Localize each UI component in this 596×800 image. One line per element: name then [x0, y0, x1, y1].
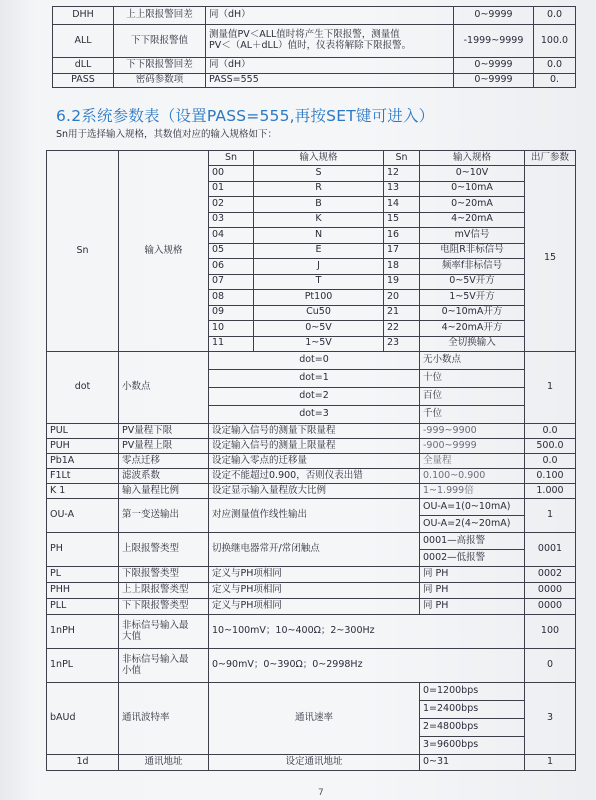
sn-code: 20 — [384, 290, 420, 306]
table-row — [47, 484, 576, 499]
sn-code: 23 — [384, 336, 420, 352]
param-desc: 切换继电器常开/常闭触点 — [209, 533, 420, 567]
name-line: 大值 — [122, 630, 142, 642]
baud-option: 3=9600bps — [420, 737, 525, 755]
sn-code: 07 — [209, 274, 254, 290]
sn-code: 08 — [209, 290, 254, 306]
baud-option: 1=2400bps — [420, 701, 525, 719]
sn-spec: S — [254, 166, 384, 182]
param-name: 上限报警类型 — [119, 533, 209, 567]
table-row — [47, 151, 576, 166]
table-row — [47, 499, 576, 516]
param-default: 1 — [525, 352, 576, 424]
table-row — [47, 533, 576, 550]
sn-code: 17 — [384, 243, 420, 259]
sn-code: 21 — [384, 305, 420, 321]
param-default: 0000 — [525, 599, 576, 615]
param-code: 1nPL — [47, 649, 119, 683]
sn-code: 22 — [384, 321, 420, 337]
dot-option: dot=2 — [209, 388, 420, 406]
sn-code: 03 — [209, 212, 254, 228]
table-row — [47, 424, 576, 439]
sn-spec: R — [254, 181, 384, 197]
param-code: PLL — [47, 599, 119, 615]
param-desc: 0~90mV；0~390Ω；0~2998Hz — [209, 649, 525, 683]
table-row — [47, 755, 576, 771]
param-default: 15 — [525, 166, 576, 352]
name-line: 小值 — [122, 664, 142, 676]
sn-spec: 4~20mA开方 — [420, 321, 525, 337]
table-row — [53, 7, 576, 25]
sn-code: 01 — [209, 181, 254, 197]
table-row — [53, 25, 576, 58]
param-range: 同 PH — [420, 583, 525, 599]
sn-code: 10 — [209, 321, 254, 337]
sn-code: 02 — [209, 197, 254, 213]
sn-spec: Pt100 — [254, 290, 384, 306]
param-default: 0000 — [525, 583, 576, 599]
table-row — [47, 567, 576, 583]
param-default: 0.0 — [534, 7, 576, 25]
sn-spec: N — [254, 228, 384, 244]
sn-spec: 频率f非标信号 — [420, 259, 525, 275]
section-intro: Sn用于选择输入规格，其数值对应的输入规格如下： — [56, 129, 278, 140]
param-desc: 定义与PH项相同 — [209, 583, 420, 599]
param-desc — [206, 25, 454, 58]
param-name: 通讯波特率 — [119, 683, 209, 755]
param-code: PH — [47, 533, 119, 567]
param-code: PUH — [47, 439, 119, 454]
oua-option: OU-A=2(4~20mA) — [420, 516, 525, 533]
param-code: Pb1A — [47, 454, 119, 469]
param-name: 上上限报警类型 — [119, 583, 209, 599]
ph-option: 0001—高报警 — [420, 533, 525, 550]
param-name: 下限报警类型 — [119, 567, 209, 583]
sn-spec: 0~10mA — [420, 181, 525, 197]
table-row — [47, 599, 576, 615]
param-code: PASS — [53, 74, 114, 88]
param-code: DHH — [53, 7, 114, 25]
table-row — [47, 469, 576, 484]
param-name: 密码参数项 — [114, 74, 206, 88]
sn-spec: 1~5V开方 — [420, 290, 525, 306]
param-range: 0.100~0.900 — [420, 469, 525, 484]
param-range: 同 PH — [420, 599, 525, 615]
sn-header: Sn — [209, 151, 254, 166]
param-default: 0.100 — [525, 469, 576, 484]
dot-meaning: 百位 — [420, 388, 525, 406]
oua-option: OU-A=1(0~10mA) — [420, 499, 525, 516]
param-name: 输入规格 — [119, 151, 209, 352]
param-default: 500.0 — [525, 439, 576, 454]
sn-spec: 0~5V — [254, 321, 384, 337]
param-range: -999~9900 — [420, 424, 525, 439]
sn-code: 06 — [209, 259, 254, 275]
param-name: 第一变送输出 — [119, 499, 209, 533]
system-params-table — [46, 150, 576, 771]
baud-option: 0=1200bps — [420, 683, 525, 701]
sn-code: 12 — [384, 166, 420, 182]
sn-spec: E — [254, 243, 384, 259]
sn-header: 输入规格 — [420, 151, 525, 166]
param-name: PV量程上限 — [119, 439, 209, 454]
param-code: dLL — [53, 58, 114, 74]
table-row — [47, 583, 576, 599]
param-name: 滤波系数 — [119, 469, 209, 484]
param-desc: 对应测量值作线性输出 — [209, 499, 420, 533]
baud-option: 2=4800bps — [420, 719, 525, 737]
param-code: F1Lt — [47, 469, 119, 484]
table-row — [47, 615, 576, 649]
name-line: 非标信号输入最 — [122, 619, 189, 631]
sn-code: 19 — [384, 274, 420, 290]
section-title: 6.2系统参数表（设置PASS=555,再按SET键可进入） — [56, 107, 435, 125]
param-code: OU-A — [47, 499, 119, 533]
param-default: 1 — [525, 499, 576, 533]
param-default: 3 — [525, 683, 576, 755]
param-range: 同 PH — [420, 567, 525, 583]
param-code: K 1 — [47, 484, 119, 499]
ph-option: 0002—低报警 — [420, 550, 525, 567]
param-desc: 通讯速率 — [209, 683, 420, 755]
param-range: 0~9999 — [454, 7, 534, 25]
param-default: 0.0 — [534, 58, 576, 74]
param-desc: 设定输入信号的测量下限量程 — [209, 424, 420, 439]
sn-code: 18 — [384, 259, 420, 275]
sn-spec: 全切换输入 — [420, 336, 525, 352]
sn-spec: 0~20mA — [420, 197, 525, 213]
table-row — [47, 454, 576, 469]
default-header: 出厂参数 — [525, 151, 576, 166]
param-code: PL — [47, 567, 119, 583]
dot-meaning: 十位 — [420, 370, 525, 388]
table-row — [47, 439, 576, 454]
param-code: dot — [47, 352, 119, 424]
param-default: 100 — [525, 615, 576, 649]
param-code: PUL — [47, 424, 119, 439]
sn-code: 00 — [209, 166, 254, 182]
param-default: 100.0 — [534, 25, 576, 58]
param-name — [119, 649, 209, 683]
table-row — [53, 74, 576, 88]
param-code: bAUd — [47, 683, 119, 755]
sn-code: 15 — [384, 212, 420, 228]
sn-header: 输入规格 — [254, 151, 384, 166]
sn-code: 04 — [209, 228, 254, 244]
param-name: 零点迁移 — [119, 454, 209, 469]
sn-spec: 0~10mA开方 — [420, 305, 525, 321]
table-row — [47, 649, 576, 683]
table-row — [47, 683, 576, 701]
param-code: 1nPH — [47, 615, 119, 649]
sn-spec: K — [254, 212, 384, 228]
param-name: 输入量程比例 — [119, 484, 209, 499]
param-name: 通讯地址 — [119, 755, 209, 771]
param-name: 下下限报警回差 — [114, 58, 206, 74]
param-desc: 同（dH） — [206, 7, 454, 25]
param-range: 0~9999 — [454, 58, 534, 74]
param-desc: 设定通讯地址 — [209, 755, 420, 771]
param-default: 0. — [534, 74, 576, 88]
param-default: 0001 — [525, 533, 576, 567]
sn-code: 16 — [384, 228, 420, 244]
alarm-params-table — [52, 6, 576, 88]
param-name: 小数点 — [119, 352, 209, 424]
sn-header: Sn — [384, 151, 420, 166]
sn-spec: 4~20mA — [420, 212, 525, 228]
sn-spec: J — [254, 259, 384, 275]
param-name: PV量程下限 — [119, 424, 209, 439]
sn-spec: 电阻R非标信号 — [420, 243, 525, 259]
param-desc: 定义与PH项相同 — [209, 599, 420, 615]
param-code: PHH — [47, 583, 119, 599]
param-range: 0~9999 — [454, 74, 534, 88]
param-desc: 设定不能超过0.900，否则仪表出错 — [209, 469, 420, 484]
dot-option: dot=0 — [209, 352, 420, 370]
page-number: 7 — [318, 788, 324, 798]
param-name: 上上限报警回差 — [114, 7, 206, 25]
dot-meaning: 千位 — [420, 406, 525, 424]
sn-spec: Cu50 — [254, 305, 384, 321]
param-range: 1~1.999倍 — [420, 484, 525, 499]
param-default: 0.0 — [525, 454, 576, 469]
param-desc: 定义与PH项相同 — [209, 567, 420, 583]
param-range: -1999~9999 — [454, 25, 534, 58]
param-code: 1d — [47, 755, 119, 771]
sn-spec: 0~5V开方 — [420, 274, 525, 290]
param-default: 1.000 — [525, 484, 576, 499]
param-name — [119, 615, 209, 649]
param-range: 全量程 — [420, 454, 525, 469]
param-code: ALL — [53, 25, 114, 58]
param-desc: 设定输入信号的测量上限量程 — [209, 439, 420, 454]
sn-code: 14 — [384, 197, 420, 213]
param-desc: 设定输入零点的迁移量 — [209, 454, 420, 469]
param-range: 0~31 — [420, 755, 525, 771]
sn-spec: B — [254, 197, 384, 213]
dot-meaning: 无小数点 — [420, 352, 525, 370]
sn-code: 11 — [209, 336, 254, 352]
param-desc: PASS=555 — [206, 74, 454, 88]
param-range: -900~9999 — [420, 439, 525, 454]
param-default: 0.0 — [525, 424, 576, 439]
param-name: 下下限报警值 — [114, 25, 206, 58]
sn-spec: 0~10V — [420, 166, 525, 182]
param-default: 0002 — [525, 567, 576, 583]
param-desc: 10~100mV；10~400Ω；2~300Hz — [209, 615, 525, 649]
desc-line: PV＜（AL＋dLL）值时，仪表将解除下限报警。 — [209, 40, 412, 51]
dot-option: dot=1 — [209, 370, 420, 388]
table-row — [47, 352, 576, 370]
param-desc: 设定显示输入量程放大比例 — [209, 484, 420, 499]
dot-option: dot=3 — [209, 406, 420, 424]
param-name: 下下限报警类型 — [119, 599, 209, 615]
sn-code: 09 — [209, 305, 254, 321]
sn-spec: 1~5V — [254, 336, 384, 352]
sn-spec: T — [254, 274, 384, 290]
name-line: 非标信号输入最 — [122, 653, 189, 665]
param-code: Sn — [47, 151, 119, 352]
table-row — [53, 58, 576, 74]
param-desc: 同（dH） — [206, 58, 454, 74]
sn-spec: mV信号 — [420, 228, 525, 244]
desc-line: 测量值PV＜ALL值时将产生下限报警，测量值 — [209, 29, 400, 41]
sn-code: 13 — [384, 181, 420, 197]
param-default: 1 — [525, 755, 576, 771]
sn-code: 05 — [209, 243, 254, 259]
param-default: 0 — [525, 649, 576, 683]
